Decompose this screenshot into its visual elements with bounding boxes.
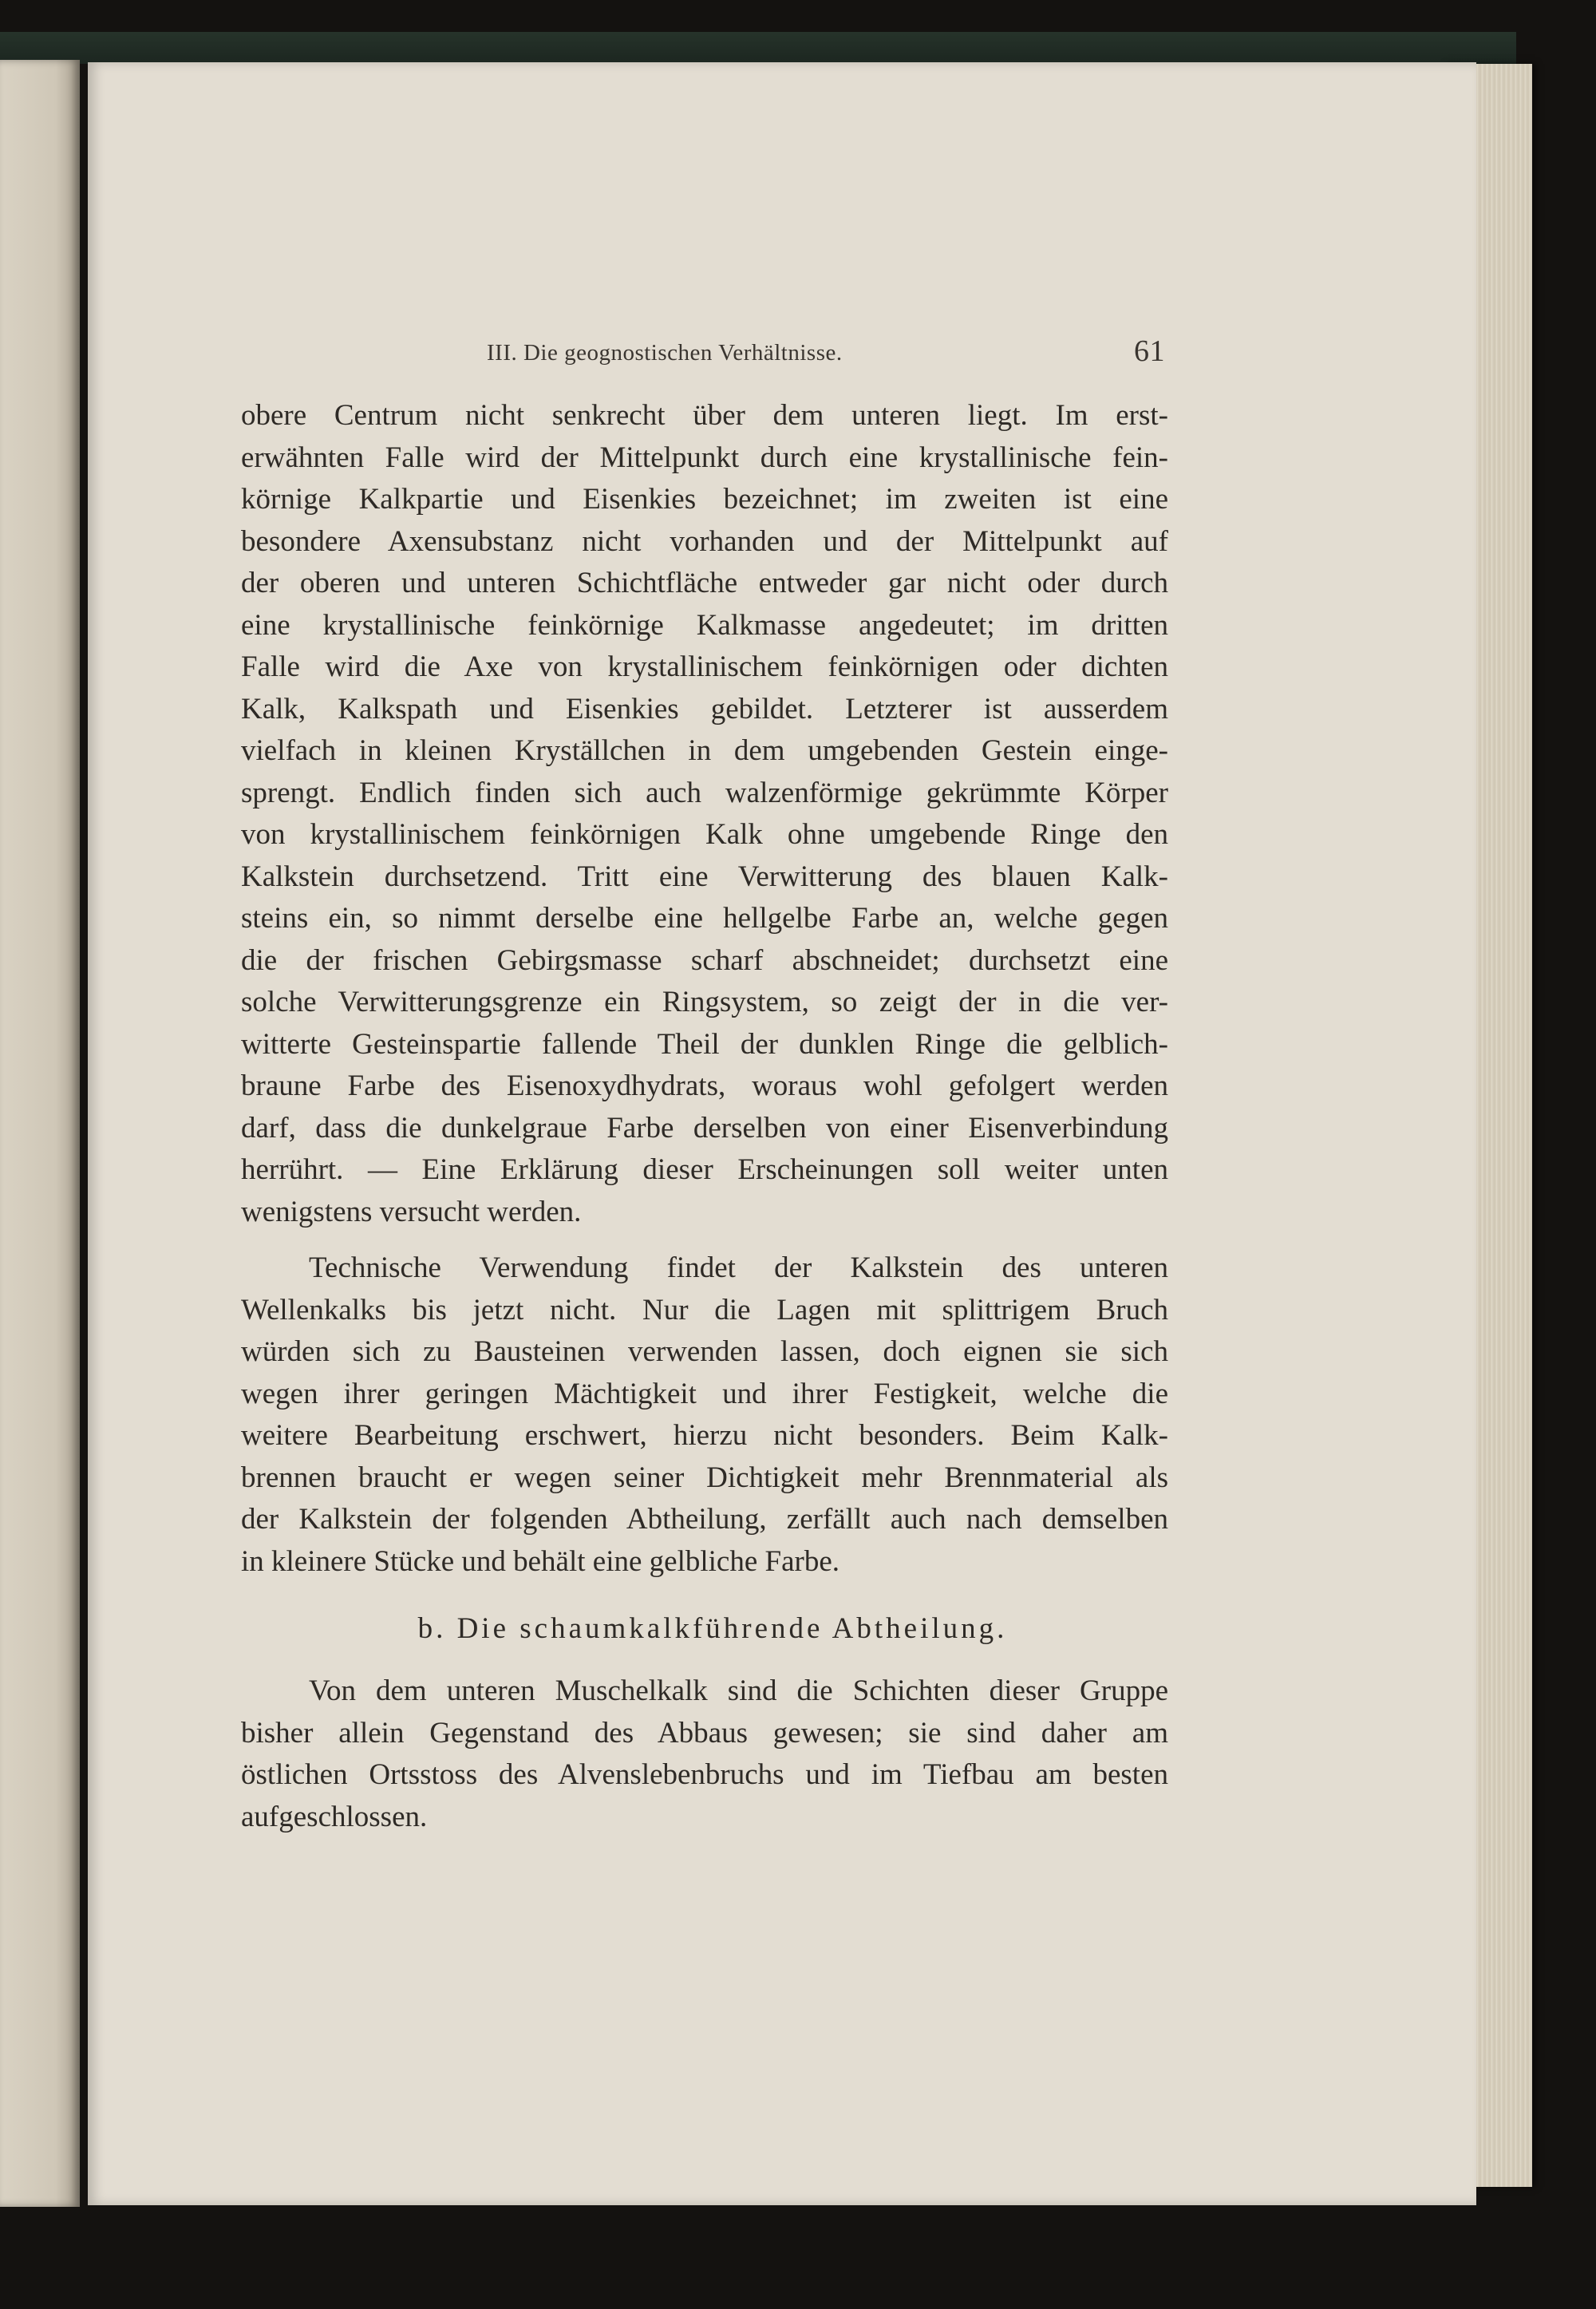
text-line: brennen braucht er wegen seiner Dichtigkeit mehr Brennmaterial als — [241, 1461, 1168, 1494]
text-line: erwähnten Falle wird der Mittelpunkt durch eine krystallinische fein- — [241, 441, 1168, 474]
text-line: steins ein, so nimmt derselbe eine hellgelbe Farbe an, welche gegen — [241, 902, 1168, 935]
text-line: obere Centrum nicht senkrecht über dem unteren liegt. Im erst- — [241, 399, 1168, 432]
page-number: 61 — [1134, 334, 1165, 368]
paragraph-1 — [241, 395, 1168, 1233]
text-line: bisher allein Gegenstand des Abbaus gewesen; sie sind daher am — [241, 1716, 1168, 1750]
text-line: Kalkstein durchsetzend. Tritt eine Verwitterung des blauen Kalk- — [241, 860, 1168, 893]
text-line: Falle wird die Axe von krystallinischem feinkörnigen oder dichten — [241, 650, 1168, 683]
page-body — [241, 395, 1168, 1838]
left-page-edge — [0, 60, 80, 2207]
text-line: körnige Kalkpartie und Eisenkies bezeichnet; im zweiten ist eine — [241, 483, 1168, 516]
text-line: aufgeschlossen. — [241, 1800, 428, 1833]
text-line: in kleinere Stücke und behält eine gelbliche Farbe. — [241, 1544, 840, 1578]
text-line: weitere Bearbeitung erschwert, hierzu nicht besonders. Beim Kalk- — [241, 1419, 1168, 1452]
running-header — [487, 334, 1165, 375]
text-line: solche Verwitterungsgrenze ein Ringsystem, so zeigt der in die ver- — [241, 986, 1168, 1018]
text-line: wenigstens versucht werden. — [241, 1195, 582, 1228]
text-line: sprengt. Endlich finden sich auch walzenförmige gekrümmte Körper — [241, 776, 1168, 809]
text-line: eine krystallinische feinkörnige Kalkmasse angedeutet; im dritten — [241, 608, 1168, 642]
paragraph-3 — [241, 1670, 1168, 1838]
text-line: witterte Gesteinspartie fallende Theil der dunklen Ringe die gelblich- — [241, 1027, 1168, 1061]
text-line: Wellenkalks bis jetzt nicht. Nur die Lagen mit splittrigem Bruch — [241, 1293, 1168, 1326]
section-heading: b. Die schaumkalkführende Abtheilung. — [417, 1612, 1008, 1645]
text-line: von krystallinischem feinkörnigen Kalk ohne umgebende Ringe den — [241, 818, 1168, 851]
text-line: herrührt. — Eine Erklärung dieser Erscheinungen soll weiter unten — [241, 1153, 1168, 1186]
text-line: braune Farbe des Eisenoxydhydrats, woraus wohl gefolgert werden — [241, 1069, 1168, 1102]
book-cover-edge — [0, 32, 1516, 64]
text-line: würden sich zu Bausteinen verwenden lassen, doch eignen sie sich — [241, 1335, 1168, 1368]
text-line: der oberen und unteren Schichtfläche entweder gar nicht oder durch — [241, 567, 1168, 599]
text-line: Kalk, Kalkspath und Eisenkies gebildet. Letzterer ist ausserdem — [241, 692, 1168, 726]
text-line: besondere Axensubstanz nicht vorhanden und der Mittelpunkt auf — [241, 524, 1168, 558]
text-line: wegen ihrer geringen Mächtigkeit und ihrer Festigkeit, welche die — [241, 1377, 1168, 1410]
running-head-title: III. Die geognostischen Verhältnisse. — [487, 340, 843, 366]
text-line: Technische Verwendung findet der Kalkstein des unteren — [309, 1251, 1168, 1284]
text-line: Von dem unteren Muschelkalk sind die Schichten dieser Gruppe — [309, 1674, 1168, 1707]
text-line: darf, dass die dunkelgraue Farbe derselben von einer Eisenverbindung — [241, 1111, 1168, 1145]
text-line: der Kalkstein der folgenden Abtheilung, zerfällt auch nach demselben — [241, 1503, 1168, 1536]
text-line: vielfach in kleinen Kryställchen in dem umgebenden Gestein einge- — [241, 734, 1168, 767]
text-line: östlichen Ortsstoss des Alvenslebenbruchs und im Tiefbau am besten — [241, 1758, 1168, 1791]
paragraph-2 — [241, 1247, 1168, 1583]
text-line: die der frischen Gebirgsmasse scharf abschneidet; durchsetzt eine — [241, 943, 1168, 977]
